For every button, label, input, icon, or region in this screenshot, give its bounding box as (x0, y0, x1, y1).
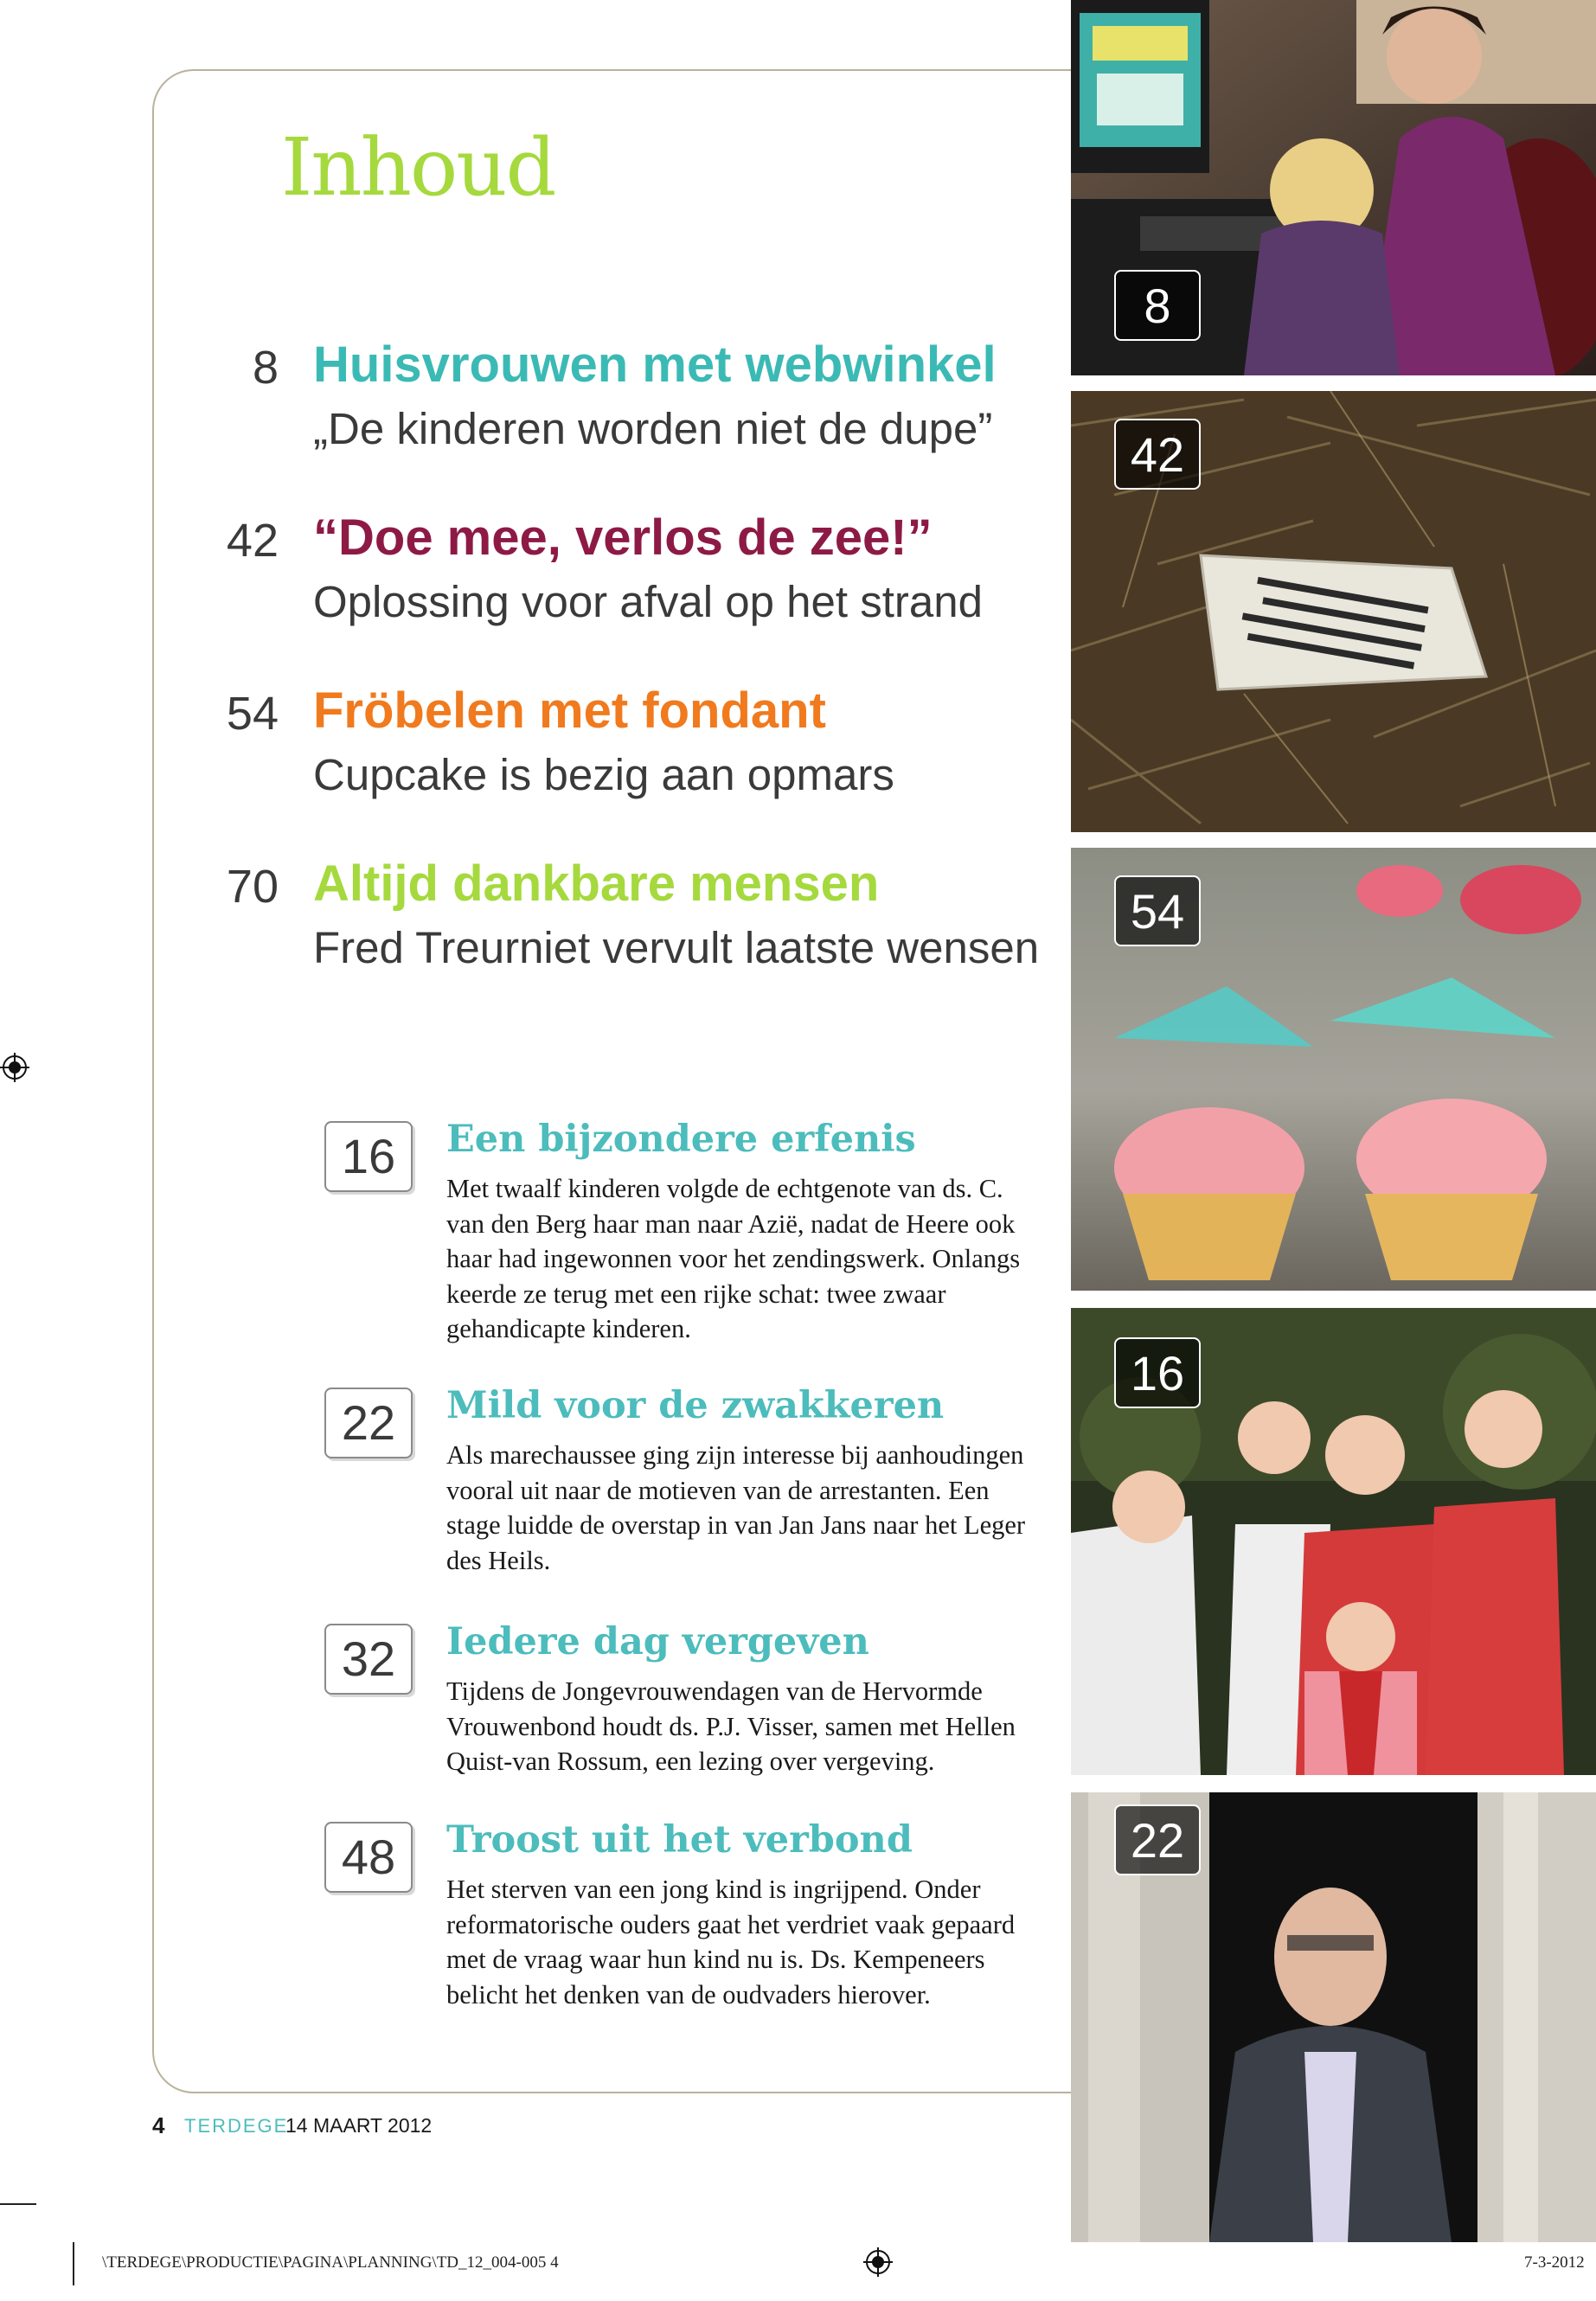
feature-subline: Cupcake is bezig aan opmars (313, 750, 894, 799)
article-body: Tijdens de Jongevrouwendagen van de Hervormde Vrouwenbond houdt ds. P.J. Visser, samen met Hellen Quist-van Rossum, een lezing over vergeving. (446, 1676, 1016, 1776)
feature-headline: Huisvrouwen met webwinkel (313, 336, 997, 393)
article-page-box: 48 (324, 1822, 413, 1893)
photo-page-tag: 16 (1114, 1337, 1201, 1408)
registration-mark-icon (0, 1053, 29, 1082)
photo-page-tag: 42 (1114, 419, 1201, 490)
feature-page-number: 54 (226, 688, 279, 740)
photo-verlos-de-zee[interactable] (1071, 391, 1596, 832)
print-slug-path: \TERDEGE\PRODUCTIE\PAGINA\PLANNING\TD_12_004-005 4 (102, 2253, 559, 2272)
crop-mark (0, 2203, 36, 2205)
article-headline: Een bijzondere erfenis (446, 1118, 916, 1161)
article-page-box: 16 (324, 1121, 413, 1192)
article-page-box: 22 (324, 1388, 413, 1458)
photo-fondant[interactable] (1071, 848, 1596, 1291)
feature-page-number: 70 (226, 861, 279, 913)
footer-issue-date: 14 MAART 2012 (285, 2114, 433, 2137)
article-page-box: 32 (324, 1624, 413, 1695)
feature-headline: Fröbelen met fondant (313, 683, 826, 739)
footer-page-number: 4 (152, 2112, 165, 2138)
article-headline: Iedere dag vergeven (446, 1620, 869, 1663)
photo-page-tag: 22 (1114, 1804, 1201, 1875)
article-body: Als marechaussee ging zijn interesse bij aanhoudingen vooral uit naar de motieven van de arrestanten. Een stage luidde de overstap in van Jan Jans naar het Leger des Heils. (446, 1440, 1026, 1575)
feature-page-number: 42 (226, 515, 279, 567)
feature-headline: Altijd dankbare mensen (313, 856, 880, 912)
feature-headline: “Doe mee, verlos de zee!” (313, 510, 933, 566)
feature-subline: Oplossing voor afval op het strand (313, 577, 983, 626)
footer-magazine-name: TERDEGE (184, 2115, 289, 2137)
photo-page-tag: 8 (1114, 270, 1201, 341)
crop-mark (73, 2242, 74, 2285)
feature-subline: Fred Treurniet vervult laatste wensen (313, 923, 1040, 972)
article-body: Met twaalf kinderen volgde de echtgenote van ds. C. van den Berg haar man naar Azië, nadat de Heere ook haar had ingewonnen voor het zendingswerk. Onlangs keerde ze terug met een rijke schat: twee zwaar gehandicapte kinderen. (446, 1174, 1021, 1343)
article-body: Het sterven van een jong kind is ingrijpend. Onder reformatorische ouders gaat het verdriet vaak gepaard met de vraag waar hun kind nu is. Ds. Kempeneers belicht het denken van de oudvaders hierover. (446, 1875, 1016, 2009)
print-slug-date: 7-3-2012 (1524, 2253, 1585, 2272)
photo-webwinkel[interactable] (1071, 0, 1596, 375)
article-headline: Mild voor de zwakkeren (446, 1384, 945, 1427)
photo-page-tag: 54 (1114, 875, 1201, 946)
feature-page-number: 8 (252, 342, 279, 394)
article-headline: Troost uit het verbond (446, 1818, 913, 1862)
photo-erfenis[interactable] (1071, 1308, 1596, 1775)
photo-zwakkeren[interactable] (1071, 1792, 1596, 2242)
registration-mark-icon (863, 2247, 893, 2277)
page-title: Inhoud (281, 121, 555, 214)
feature-subline: „De kinderen worden niet de dupe” (313, 404, 993, 453)
